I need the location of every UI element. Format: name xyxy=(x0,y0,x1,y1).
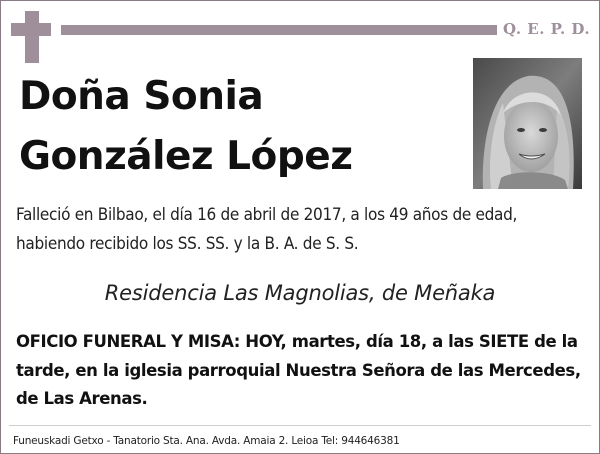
cross-icon-bar xyxy=(11,23,51,36)
qepd-label: Q. E. P. D. xyxy=(503,20,591,38)
residence-line: Residencia Las Magnolias, de Meñaka xyxy=(104,281,496,305)
funeral-home-info: Funeuskadi Getxo - Tanatorio Sta. Ana. Avda. Amaia 2. Leioa Tel: 944646381 xyxy=(13,435,400,447)
cross-icon xyxy=(25,11,39,63)
footer-divider xyxy=(9,425,591,426)
name-line-2: González López xyxy=(19,134,353,179)
death-notice-text: Falleció en Bilbao, el día 16 de abril de 2017, a los 49 años de edad, habiendo recibido los SS. SS. y la B. A. de S. S. xyxy=(16,205,518,254)
funeral-details: OFICIO FUNERAL Y MISA: HOY, martes, día 18, a las SIETE de la tarde, en la iglesia parroquial Nuestra Señora de las Mercedes, de Las Arenas. xyxy=(16,332,581,408)
portrait-photo xyxy=(473,58,582,189)
deceased-name xyxy=(19,67,352,187)
name-line-1: Doña Sonia xyxy=(19,74,264,119)
header-rule xyxy=(61,25,497,35)
